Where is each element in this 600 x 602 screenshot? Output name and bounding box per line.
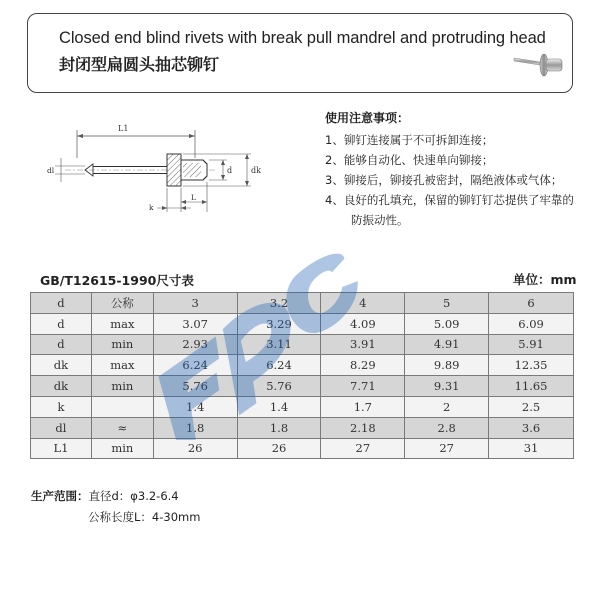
- title-english: Closed end blind rivets with break pull mandrel and protruding head: [59, 29, 546, 47]
- label-d: d: [227, 166, 233, 175]
- table-cell: min: [91, 334, 153, 355]
- range-diameter: 直径d：φ3.2-6.4: [88, 489, 179, 503]
- table-cell: ≈: [91, 417, 153, 438]
- table-cell: dl: [31, 417, 92, 438]
- usage-notes: [325, 108, 580, 230]
- label-k: k: [149, 203, 154, 212]
- table-cell: min: [91, 438, 153, 459]
- table-cell: dk: [31, 355, 92, 376]
- table-cell: 1.7: [321, 396, 405, 417]
- label-d1: dl: [47, 166, 55, 175]
- table-cell: 2.5: [489, 396, 574, 417]
- table-cell: 3.6: [489, 417, 574, 438]
- note-item: 2、能够自动化、快速单向铆接；: [325, 153, 494, 167]
- table-cell: 6: [489, 293, 574, 314]
- note-item: 1、铆钉连接属于不可拆卸连接；: [325, 133, 494, 147]
- table-cell: 12.35: [489, 355, 574, 376]
- table-cell: d: [31, 293, 92, 314]
- table-cell: 2.8: [405, 417, 489, 438]
- table-cell: 27: [321, 438, 405, 459]
- table-cell: 1.4: [237, 396, 321, 417]
- table-row: [31, 417, 574, 438]
- table-cell: 5.76: [237, 376, 321, 397]
- table-cell: 3: [153, 293, 237, 314]
- table-cell: max: [91, 355, 153, 376]
- table-cell: 3.91: [321, 334, 405, 355]
- table-cell: 9.31: [405, 376, 489, 397]
- table-cell: 6.24: [153, 355, 237, 376]
- table-row: [31, 334, 574, 355]
- table-cell: 4.91: [405, 334, 489, 355]
- table-cell: 7.71: [321, 376, 405, 397]
- rivet-icon: [512, 48, 564, 80]
- table-cell: 2.18: [321, 417, 405, 438]
- standard-title: GB/T12615-1990尺寸表: [40, 273, 194, 288]
- table-row: [31, 355, 574, 376]
- table-cell: 27: [405, 438, 489, 459]
- table-cell: 1.8: [237, 417, 321, 438]
- unit-label: 单位：mm: [513, 272, 577, 287]
- table-cell: 3.2: [237, 293, 321, 314]
- table-row: [31, 313, 574, 334]
- note-item: 4、良好的孔填充，保留的铆钉钉芯提供了牢靠的防振动性。: [325, 193, 574, 227]
- table-cell: 1.8: [153, 417, 237, 438]
- table-cell: 6.09: [489, 313, 574, 334]
- table-cell: 26: [153, 438, 237, 459]
- table-cell: 5.09: [405, 313, 489, 334]
- table-cell: 2.93: [153, 334, 237, 355]
- table-cell: d: [31, 334, 92, 355]
- dimension-table: [30, 292, 574, 459]
- table-row: [31, 376, 574, 397]
- table-cell: 8.29: [321, 355, 405, 376]
- table-cell: 5.91: [489, 334, 574, 355]
- table-cell: 5: [405, 293, 489, 314]
- table-cell: 3.29: [237, 313, 321, 334]
- range-label: 生产范围：: [31, 489, 89, 503]
- table-cell: 31: [489, 438, 574, 459]
- production-range: [31, 486, 200, 528]
- table-cell: 1.4: [153, 396, 237, 417]
- table-row: [31, 293, 574, 314]
- label-l: L: [191, 193, 196, 202]
- table-cell: 6.24: [237, 355, 321, 376]
- table-row: [31, 396, 574, 417]
- table-cell: 5.76: [153, 376, 237, 397]
- table-cell: 4.09: [321, 313, 405, 334]
- table-cell: dk: [31, 376, 92, 397]
- table-cell: L1: [31, 438, 92, 459]
- table-cell: k: [31, 396, 92, 417]
- table-cell: min: [91, 376, 153, 397]
- title-chinese: 封闭型扁圆头抽芯铆钉: [59, 55, 220, 74]
- table-cell: d: [31, 313, 92, 334]
- table-cell: 公称: [91, 293, 153, 314]
- notes-heading: 使用注意事项：: [325, 111, 410, 125]
- range-length: 公称长度L：4-30mm: [88, 510, 201, 524]
- table-cell: 2: [405, 396, 489, 417]
- table-cell: max: [91, 313, 153, 334]
- label-l1: L1: [118, 124, 129, 133]
- note-item: 3、铆接后，铆接孔被密封，隔绝液体或气体；: [325, 173, 563, 187]
- table-cell: 11.65: [489, 376, 574, 397]
- table-cell: 9.89: [405, 355, 489, 376]
- table-cell: 3.07: [153, 313, 237, 334]
- table-row: [31, 438, 574, 459]
- table-cell: 4: [321, 293, 405, 314]
- table-cell: [91, 396, 153, 417]
- label-dk: dk: [251, 166, 261, 175]
- table-cell: 26: [237, 438, 321, 459]
- table-cell: 3.11: [237, 334, 321, 355]
- rivet-dimension-diagram: [45, 118, 285, 218]
